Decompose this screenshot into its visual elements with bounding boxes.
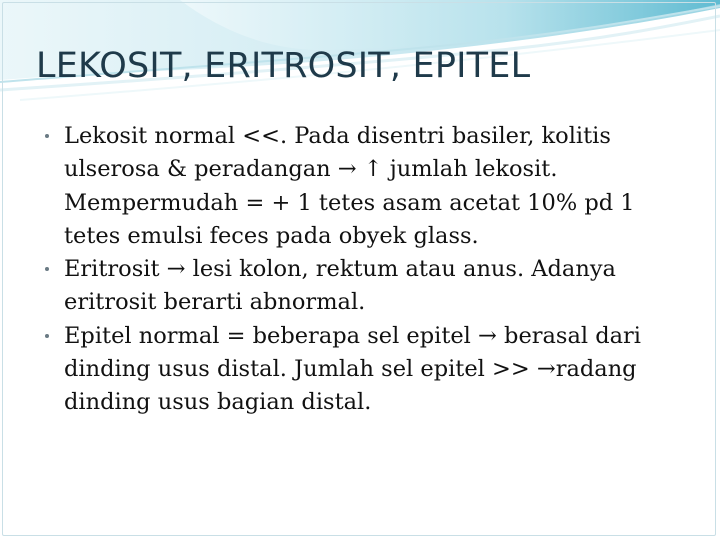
bullet-text: Lekosit normal <<. Pada disentri basiler, kolitis ulserosa & peradangan → ↑ jumlah lekosit. Mempermudah = + 1 tetes asam acetat 10% pd 1 tetes emulsi feces pada obyek glass. [64, 123, 635, 249]
bullet-item-epitel [42, 320, 682, 420]
slide-title: LEKOSIT, ERITROSIT, EPITEL [36, 46, 531, 86]
bullet-list [42, 120, 682, 420]
bullet-marker [45, 134, 49, 138]
bullet-marker [45, 334, 49, 338]
bullet-marker [45, 267, 49, 271]
bullet-item-lekosit [42, 120, 682, 253]
bullet-item-eritrosit [42, 253, 682, 320]
bullet-text: Epitel normal = beberapa sel epitel → berasal dari dinding usus distal. Jumlah sel epitel >> →radang dinding usus bagian distal. [64, 322, 642, 416]
bullet-text: Eritrosit → lesi kolon, rektum atau anus. Adanya eritrosit berarti abnormal. [64, 256, 616, 316]
